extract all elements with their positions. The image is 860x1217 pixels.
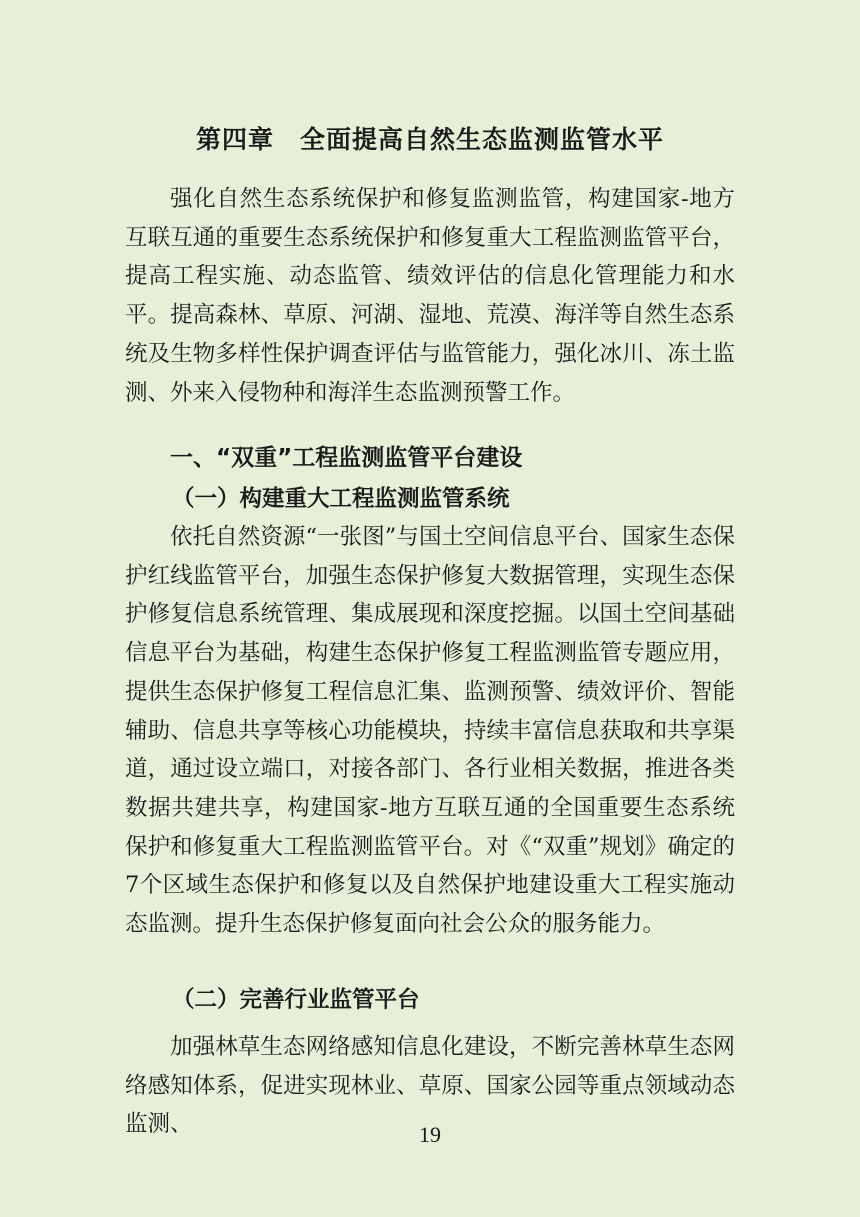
subsection-1-paragraph-block [125, 518, 735, 944]
intro-paragraph: 强化自然生态系统保护和修复监测监管，构建国家-地方互联互通的重要生态系统保护和修复重大工程监测监管平台，提高工程实施、动态监管、绩效评估的信息化管理能力和水平。提高森林、草原、河湖、湿地、荒漠、海洋等自然生态系统及生物多样性保护调查评估与监管能力，强化冰川、冻土监测、外来入侵物种和海洋生态监测预警工作。 [125, 186, 735, 406]
subsection-2-heading: （二）完善行业监管平台 [172, 987, 420, 1013]
chapter-title: 第四章 全面提高自然生态监测监管水平 [195, 125, 664, 154]
intro-paragraph-block [125, 180, 735, 412]
subsection-1-paragraph: 依托自然资源“一张图”与国土空间信息平台、国家生态保护红线监管平台，加强生态保护修复大数据管理，实现生态保护修复信息系统管理、集成展现和深度挖掘。以国土空间基础信息平台为基础，构建生态保护修复工程监测监管专题应用，提供生态保护修复工程信息汇集、监测预警、绩效评价、智能辅助、信息共享等核心功能模块，持续丰富信息获取和共享渠道，通过设立端口，对接各部门、各行业相关数据，推进各类数据共建共享，构建国家-地方互联互通的全国重要生态系统保护和修复重大工程监测监管平台。对《“双重”规划》确定的7个区域生态保护和修复以及自然保护地建设重大工程实施动态监测。提升生态保护修复面向社会公众的服务能力。 [125, 524, 735, 938]
subsection-1-heading: （一）构建重大工程监测监管系统 [172, 486, 510, 512]
section-heading: 一、“双重”工程监测监管平台建设 [170, 445, 523, 471]
page-number: 19 [419, 1122, 441, 1147]
subsection-2-paragraph: 加强林草生态网络感知信息化建设，不断完善林草生态网络感知体系，促进实现林业、草原、国家公园等重点领域动态监测、 [125, 1034, 735, 1138]
